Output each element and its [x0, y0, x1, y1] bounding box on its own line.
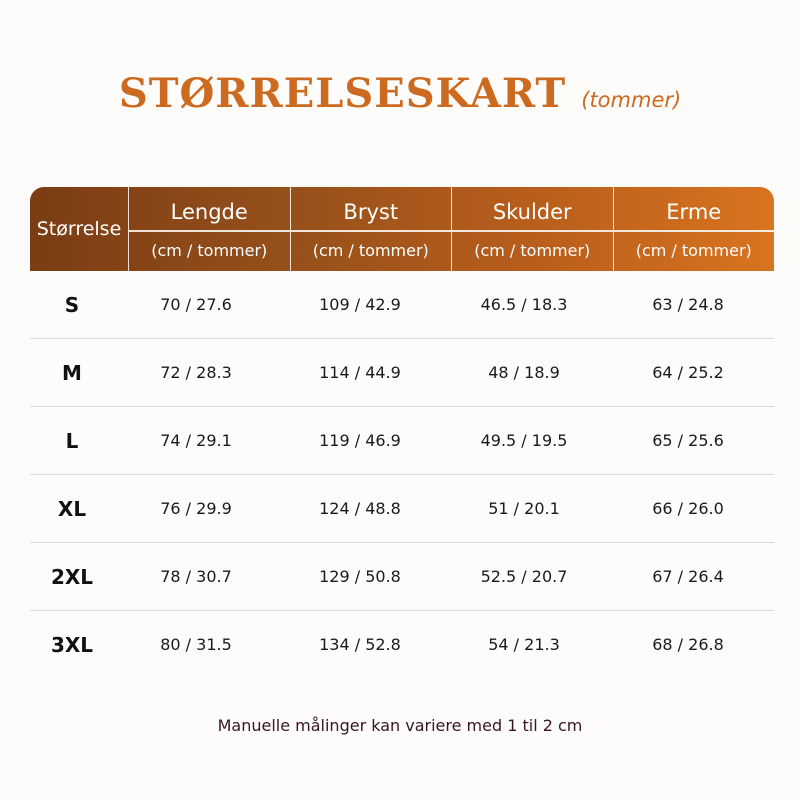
cell-lengde: 76 / 29.9: [160, 499, 232, 518]
cell-lengde: 80 / 31.5: [160, 635, 232, 654]
title-main: STØRRELSESKART: [118, 70, 567, 117]
row-size-label: L: [65, 428, 79, 453]
header-column-erme: [613, 187, 775, 271]
cell-lengde: 74 / 29.1: [160, 431, 232, 450]
cell-skulder: 48 / 18.9: [488, 363, 560, 382]
header-column-unit: (cm / tommer): [312, 241, 429, 260]
header-column-unit: (cm / tommer): [151, 241, 268, 260]
header-column-name: Lengde: [170, 200, 248, 224]
cell-bryst: 134 / 52.8: [319, 635, 401, 654]
header-column-name: Erme: [666, 200, 722, 224]
cell-bryst: 119 / 46.9: [319, 431, 401, 450]
row-size-label: S: [64, 292, 80, 317]
cell-lengde: 72 / 28.3: [160, 363, 232, 382]
table-row: [30, 339, 774, 407]
cell-lengde: 78 / 30.7: [160, 567, 232, 586]
table-row: [30, 611, 774, 678]
header-divider: [614, 230, 775, 232]
table-body: [30, 271, 774, 678]
cell-lengde: 70 / 27.6: [160, 295, 232, 314]
header-divider: [291, 230, 452, 232]
row-size-label: XL: [57, 496, 87, 521]
cell-bryst: 129 / 50.8: [319, 567, 401, 586]
cell-bryst: 124 / 48.8: [319, 499, 401, 518]
header-column-skulder: [451, 187, 613, 271]
row-size-label: M: [62, 360, 82, 385]
cell-erme: 65 / 25.6: [652, 431, 724, 450]
cell-skulder: 52.5 / 20.7: [480, 567, 568, 586]
header-size: [30, 187, 128, 271]
table-row: [30, 271, 774, 339]
measurement-note: Manuelle målinger kan variere med 1 til 2 cm: [217, 716, 583, 735]
table-header: [30, 187, 774, 271]
cell-skulder: 46.5 / 18.3: [480, 295, 568, 314]
size-chart-table: [30, 187, 774, 678]
header-column-lengde: [128, 187, 290, 271]
header-size-label: Størrelse: [36, 218, 122, 240]
header-column-name: Bryst: [343, 200, 399, 224]
cell-erme: 67 / 26.4: [652, 567, 724, 586]
header-column-unit: (cm / tommer): [635, 241, 752, 260]
row-size-label: 2XL: [50, 564, 94, 589]
table-row: [30, 407, 774, 475]
table-row: [30, 543, 774, 611]
header-column-unit: (cm / tommer): [474, 241, 591, 260]
cell-skulder: 51 / 20.1: [488, 499, 560, 518]
cell-skulder: 54 / 21.3: [488, 635, 560, 654]
table-row: [30, 475, 774, 543]
cell-erme: 64 / 25.2: [652, 363, 724, 382]
cell-bryst: 114 / 44.9: [319, 363, 401, 382]
header-divider: [452, 230, 613, 232]
cell-erme: 66 / 26.0: [652, 499, 724, 518]
header-column-name: Skulder: [492, 200, 572, 224]
cell-erme: 63 / 24.8: [652, 295, 724, 314]
row-size-label: 3XL: [50, 632, 94, 657]
header-divider: [129, 230, 290, 232]
chart-title: [0, 70, 800, 117]
cell-skulder: 49.5 / 19.5: [480, 431, 568, 450]
cell-bryst: 109 / 42.9: [319, 295, 401, 314]
title-unit: (tommer): [581, 88, 682, 112]
cell-erme: 68 / 26.8: [652, 635, 724, 654]
header-column-bryst: [290, 187, 452, 271]
